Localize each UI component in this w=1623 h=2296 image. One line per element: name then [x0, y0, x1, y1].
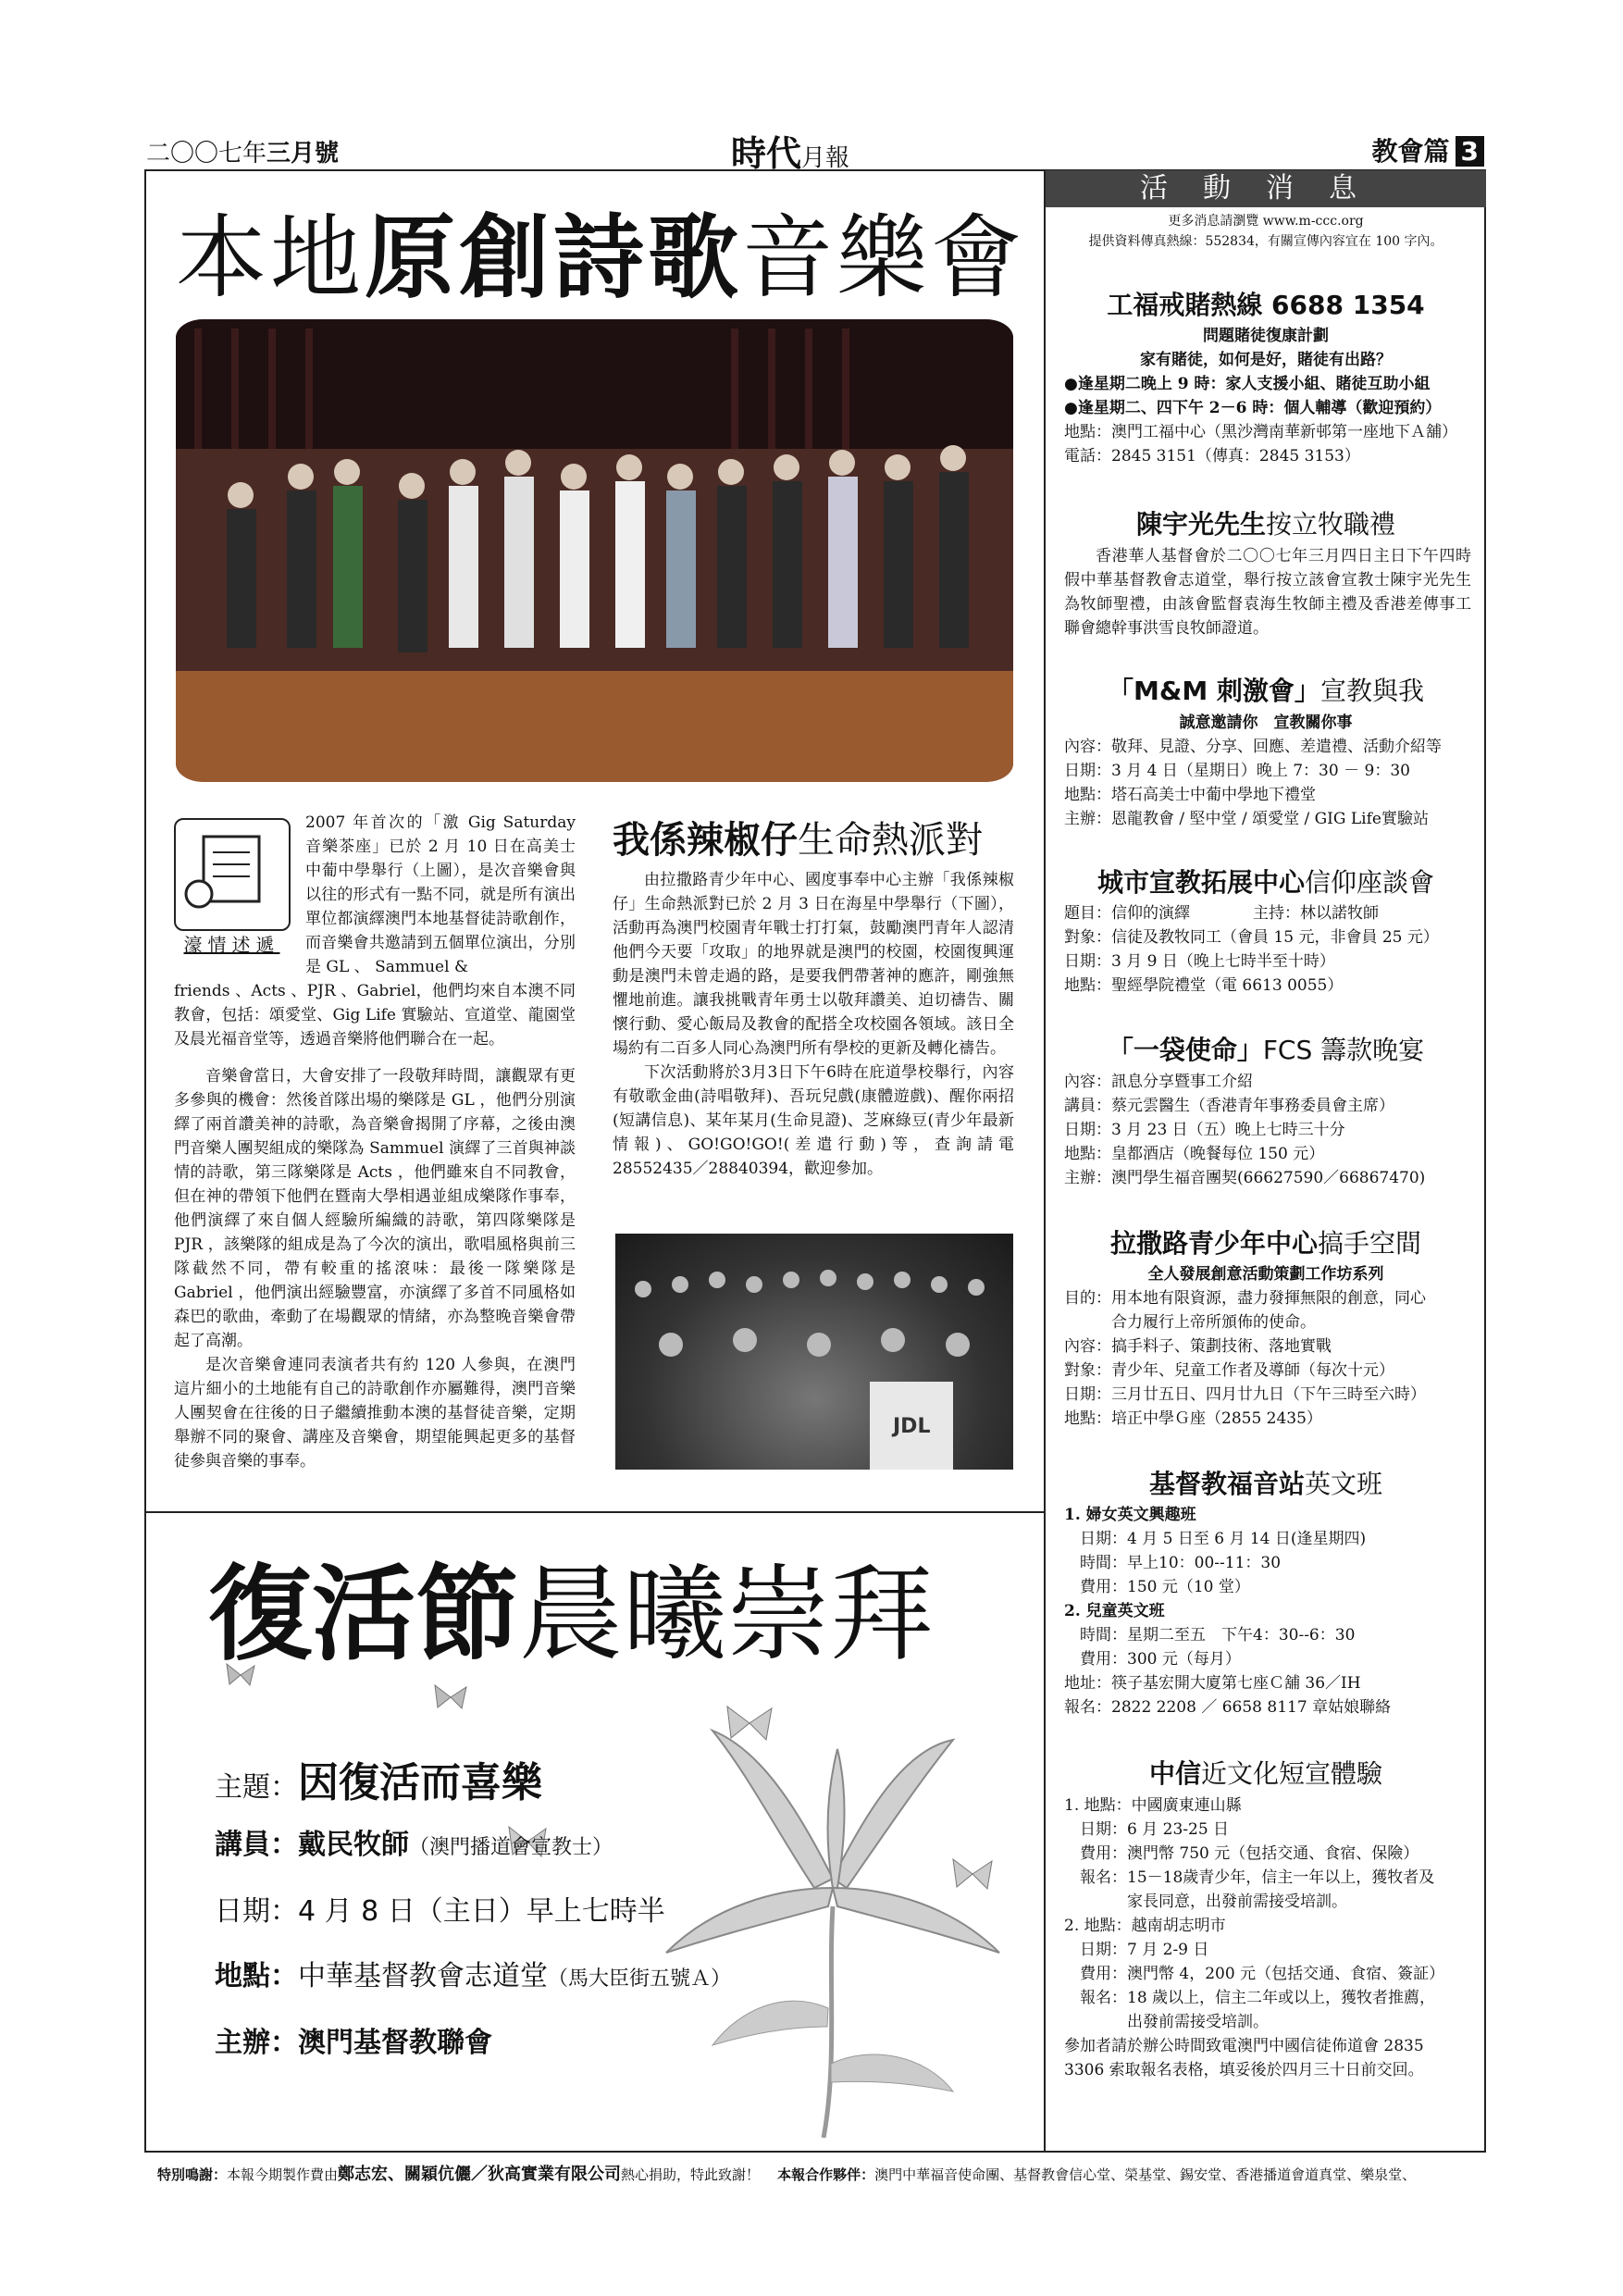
news-item-line: 內容：訊息分享暨事工介紹 [1064, 1073, 1253, 1091]
news-item-line: 日期：6 月 23-25 日 [1064, 1820, 1230, 1839]
news-item-title: 城市宣教拓展中心信仰座談會 [1096, 867, 1435, 898]
news-item-line: 地點：培正中學Ｇ座（2855 2435） [1064, 1409, 1322, 1428]
news-item-line: 地點：皇都酒店（晚餐每位 150 元） [1064, 1145, 1325, 1163]
easter-venue: 地點：中華基督教會志道堂（馬大臣街五號Ａ） [215, 1960, 732, 1992]
news-item-subtitle: 誠意邀請你 宣教關你事 [1179, 714, 1353, 732]
news-item-line: 地點：聖經學院禮堂（電 6613 0055） [1064, 976, 1344, 995]
news-item-line: 家長同意，出發前需接受培訓。 [1064, 1893, 1347, 1911]
news-item-title: 「一袋使命」FCS 籌款晚宴 [1107, 1035, 1425, 1065]
butterfly-icon [222, 1661, 259, 1689]
section-label: 教會篇 3 [1372, 131, 1485, 168]
article2-paragraph: 由拉撒路青少年中心、國度事奉中心主辦「我係辣椒仔」生命熱派對已於 2 月 3 日在海星中學舉行（下圖），活動再為澳門校園青年戰士打打氣，鼓勵澳門青年人認清他們今天要「攻取」的地界就是澳門的校園，校園復興運動是澳門未曾走過的路，是要我們帶著神的應許，剛強無懼地前進。讓我挑戰青年勇士以敬拜讚美、迫切禱告、關懷行動、愛心飯局及教會的配搭全攻校園各領域。該日全場約有二百多人同心為澳門所有學校的更新及轉化禱告。 [613, 871, 1014, 1058]
news-item-title: 陳宇光先生按立牧職禮 [1135, 509, 1396, 540]
butterfly-icon [722, 1703, 777, 1744]
news-item-line: 內容：敬拜、見證、分享、回應、差遣禮、活動介紹等 [1064, 738, 1442, 756]
news-item-line: 日期：3 月 4 日（星期日）晚上 7：30 － 9：30 [1064, 762, 1410, 780]
news-item-line: 合力履行上帝所頒佈的使命。 [1064, 1313, 1316, 1332]
news-item-line: 費用：300 元（每月） [1064, 1650, 1241, 1669]
news-item-subtitle: 問題賭徒復康計劃 [1203, 327, 1329, 345]
news-item-line: 日期：3 月 23 日（五）晚上七時三十分 [1064, 1121, 1345, 1139]
column-name: 濠情述遞 [183, 934, 280, 956]
article1-title: 本地原創詩歌音樂會 [176, 205, 1026, 311]
news-item-line: 地點：塔石高美士中葡中學地下禮堂 [1064, 786, 1316, 804]
news-item-line: 費用：150 元（10 堂） [1064, 1578, 1250, 1596]
youth-event-photo [615, 1234, 1013, 1470]
concert-photo [176, 319, 1013, 782]
news-item-line: 主辦：恩龍教會 / 堅中堂 / 頌愛堂 / GIG Life實驗站 [1064, 810, 1429, 828]
page-number: 3 [1456, 136, 1484, 167]
news-subheading: 更多消息請瀏覽 www.m-ccc.org 提供資料傳真熱線：552834，有關宣傳內容宜在 100 字內。 [1088, 214, 1443, 249]
masthead: 時代月報 [731, 133, 850, 174]
article1-body [174, 1064, 576, 1473]
news-item-line: 3306 索取報名表格，填妥後於四月三十日前交回。 [1064, 2061, 1424, 2079]
easter-theme: 主題：因復活而喜樂 [215, 1759, 542, 1806]
news-item-line: 報名：15－18歲青少年，信主一年以上，獲牧者及 [1064, 1868, 1435, 1887]
news-item-line: 2. 地點：越南胡志明市 [1064, 1917, 1226, 1935]
news-item-line: 日期：3 月 9 日（晚上七時半至十時） [1064, 952, 1335, 971]
news-item-line: 目的：用本地有限資源，盡力發揮無限的創意，同心 [1064, 1289, 1426, 1308]
news-item-paragraph: 香港華人基督會於二〇〇七年三月四日主日下午四時假中華基督教會志道堂，舉行按立該會宣教士陳宇光先生為牧師聖禮，由該會監督袁海生牧師主禮及香港差傳事工聯會總幹事洪雪良牧師證道。 [1064, 547, 1471, 638]
article2-title: 我係辣椒仔生命熱派對 [613, 819, 983, 862]
news-item-line: 電話：2845 3151（傳真：2845 3153） [1064, 447, 1360, 465]
news-item-line: ●逢星期二、四下午 2－6 時：個人輔導（歡迎預約） [1064, 399, 1442, 417]
news-item-line: 參加者請於辦公時間致電澳門中國信徒佈道會 2835 [1064, 2037, 1424, 2055]
news-item-line: ●逢星期二晚上 9 時：家人支援小組、賭徒互助小組 [1064, 375, 1431, 393]
column-logo [174, 818, 291, 931]
butterfly-icon [430, 1682, 471, 1712]
news-item-line: 時間：星期二至五 下午4：30--6：30 [1064, 1626, 1356, 1644]
shirt-text: JDL [893, 1415, 931, 1438]
section-divider [144, 1511, 1046, 1513]
column-divider [1044, 169, 1046, 2153]
issue-date: 二〇〇七年三月號 [146, 140, 340, 168]
footer-credits: 特別鳴謝：本報今期製作費由鄭志宏、關穎伉儷／狄高實業有限公司熱心捐助，特此致謝！ 本報合作夥伴：澳門中華福音使命團、基督教會信心堂、榮基堂、錫安堂、香港播道會道真堂、樂泉堂、 [157, 2165, 1417, 2184]
article1-paragraph: 2007 年首次的「激 Gig Saturday 音樂茶座」已於 2 月 10 日在高美士中葡中學舉行（上圖），是次音樂會與以往的形式有一點不同，就是所有演出單位都演繹澳門本地基督徒詩歌創作，而音樂會共邀請到五個單位演出，分別是 GL 、 Sammuel & [305, 813, 576, 976]
news-item-line: 地址：筷子基宏開大廈第七座Ｃ舖 36／IH [1064, 1674, 1361, 1693]
news-item-title: 「M&M 刺激會」宣教與我 [1108, 676, 1424, 706]
news-item-line: 地點：澳門工福中心（黑沙灣南華新邨第一座地下Ａ舖） [1064, 423, 1457, 441]
news-item-title: 拉撒路青少年中心搞手空間 [1109, 1228, 1422, 1259]
news-item-line: 出發前需接受培訓。 [1064, 2013, 1269, 2031]
news-item-title: 中信近文化短宣體驗 [1148, 1758, 1383, 1789]
news-item-line: 費用：澳門幣 750 元（包括交通、食宿、保險） [1064, 1844, 1419, 1863]
article2-body [613, 868, 1014, 1181]
butterfly-icon [948, 1855, 997, 1893]
news-item-line: 日期：4 月 5 日至 6 月 14 日(逢星期四) [1064, 1530, 1367, 1548]
article2-paragraph: 下次活動將於3月3日下午6時在庇道學校舉行，內容有敬歌金曲(詩唱敬拜)、吾玩兒戲(康體遊戲)、醒你兩招(短講信息)、某年某月(生命見證)、芝麻綠豆(青少年最新情報)、GO!GO!GO!(差遣行動)等，查詢請電 28552435／28840394，歡迎參加。 [613, 1063, 1014, 1178]
news-item-line: 講員：蔡元雲醫生（香港青年事務委員會主席） [1064, 1097, 1394, 1115]
lily-illustration [629, 1675, 1036, 2138]
news-item-line: 時間：早上10：00--11：30 [1064, 1554, 1282, 1572]
news-item-line: 1. 地點：中國廣東連山縣 [1064, 1796, 1242, 1815]
easter-title: 復活節晨曦崇拜 [208, 1554, 934, 1675]
article1-paragraph: 是次音樂會連同表演者共有約 120 人參與，在澳門這片細小的土地能有自己的詩歌創作亦屬難得，澳門音樂人團契會在往後的日子繼續推動本澳的基督徒音樂，定期舉辦不同的聚會、講座及音樂會，期望能興起更多的基督徒參與音樂的事奉。 [174, 1356, 576, 1471]
news-item-line: 報名：2822 2208 ／ 6658 8117 章姑娘聯絡 [1064, 1698, 1392, 1717]
news-item-title: 基督教福音站英文班 [1148, 1469, 1383, 1499]
news-item-line: 對象：青少年、兒童工作者及導師（每次十元） [1064, 1361, 1394, 1380]
news-item-line: 日期：7 月 2-9 日 [1064, 1941, 1209, 1959]
news-item-line: 1. 婦女英文興趣班 [1064, 1506, 1196, 1524]
news-item-line: 日期：三月廿五日、四月廿九日（下午三時至六時） [1064, 1385, 1426, 1404]
easter-date: 日期：4 月 8 日（主日）早上七時半 [215, 1895, 665, 1928]
news-item-subtitle: 家有賭徒，如何是好，賭徒有出路？ [1140, 351, 1392, 369]
news-item-line: 對象：信徒及教牧同工（會員 15 元，非會員 25 元） [1064, 928, 1439, 947]
news-item-line: 費用：澳門幣 4，200 元（包括交通、食宿、簽証） [1064, 1965, 1445, 1983]
news-item-line: 主辦：澳門學生福音團契(66627590／66867470) [1064, 1169, 1426, 1187]
article1-paragraph: 音樂會當日，大會安排了一段敬拜時間，讓觀眾有更多參與的機會：然後首隊出場的樂隊是 GL ，他們分別演繹了兩首讚美神的詩歌，為音樂會揭開了序幕，之後由澳門音樂人團契組成的樂隊為 Sammuel 演繹了三首與神談情的詩歌，第三隊樂隊是 Acts ，他們雖來自不同教會，但在神的帶領下他們在暨南大學相遇並組成樂隊作事奉，他們演繹了來自個人經驗所編織的詩歌，第四隊樂隊是 PJR ，該樂隊的組成是為了今次的演出，歌唱風格與前三隊截然不同，帶有較重的搖滾味：最後一隊樂隊是 Gabriel ，他們演出經驗豐富，亦演繹了多首不同風格如森巴的歌曲，牽動了在場觀眾的情緒，亦為整晚音樂會帶起了高潮。 [174, 1067, 576, 1350]
easter-speaker: 講員：戴民牧師（澳門播道會宣教士） [215, 1829, 613, 1861]
news-item-subtitle: 全人發展創意活動策劃工作坊系列 [1147, 1265, 1384, 1284]
news-item-line: 內容：搞手料子、策劃技術、落地實戰 [1064, 1337, 1332, 1356]
news-item-line: 2. 兒童英文班 [1064, 1602, 1165, 1620]
news-heading: 活動消息 [1046, 170, 1486, 207]
news-item-line: 題目：信仰的演繹 主持：林以諾牧師 [1064, 904, 1379, 923]
article1-paragraph: friends 、Acts 、PJR 、Gabriel，他們均來自本澳不同教會，包括：頌愛堂、Gig Life 實驗站、宣道堂、龍園堂及晨光福音堂等，透過音樂將他們聯合在一起。 [174, 982, 576, 1049]
easter-host: 主辦：澳門基督教聯會 [215, 2027, 492, 2059]
news-item-title: 工福戒賭熱線 6688 1354 [1107, 290, 1425, 320]
news-item-line: 報名：18 歲以上，信主二年或以上，獲牧者推薦， [1064, 1989, 1436, 2007]
